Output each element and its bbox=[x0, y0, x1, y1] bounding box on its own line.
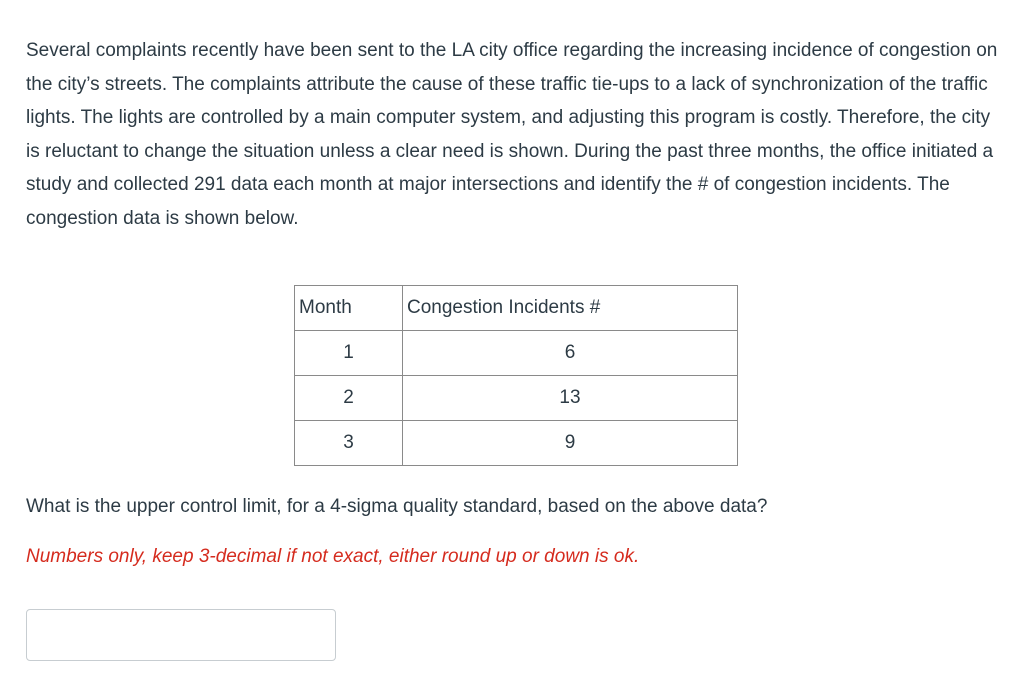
table-header-row bbox=[295, 286, 738, 331]
incidents-cell: 13 bbox=[403, 376, 738, 421]
table-row bbox=[295, 331, 738, 376]
incidents-column-header: Congestion Incidents # bbox=[403, 286, 738, 331]
table-row bbox=[295, 376, 738, 421]
month-cell: 2 bbox=[295, 376, 403, 421]
question-prompt: What is the upper control limit, for a 4-sigma quality standard, based on the above data? bbox=[26, 496, 768, 517]
table-row bbox=[295, 421, 738, 466]
month-cell: 3 bbox=[295, 421, 403, 466]
question-paragraph: Several complaints recently have been sent to the LA city office regarding the increasing incidence of congestion on the city’s streets. The complaints attribute the cause of these traffic tie-ups to a lack of synchronization of the traffic lights. The lights are controlled by a main computer system, and adjusting this program is costly. Therefore, the city is reluctant to change the situation unless a clear need is shown. During the past three months, the office initiated a study and collected 291 data each month at major intersections and identify the # of congestion incidents. The congestion data is shown below. bbox=[26, 40, 998, 229]
incidents-cell: 9 bbox=[403, 421, 738, 466]
congestion-data-table bbox=[294, 285, 738, 466]
answer-input[interactable] bbox=[26, 609, 336, 661]
month-column-header: Month bbox=[295, 286, 403, 331]
month-cell: 1 bbox=[295, 331, 403, 376]
answer-instruction: Numbers only, keep 3-decimal if not exact, either round up or down is ok. bbox=[26, 546, 640, 567]
incidents-cell: 6 bbox=[403, 331, 738, 376]
